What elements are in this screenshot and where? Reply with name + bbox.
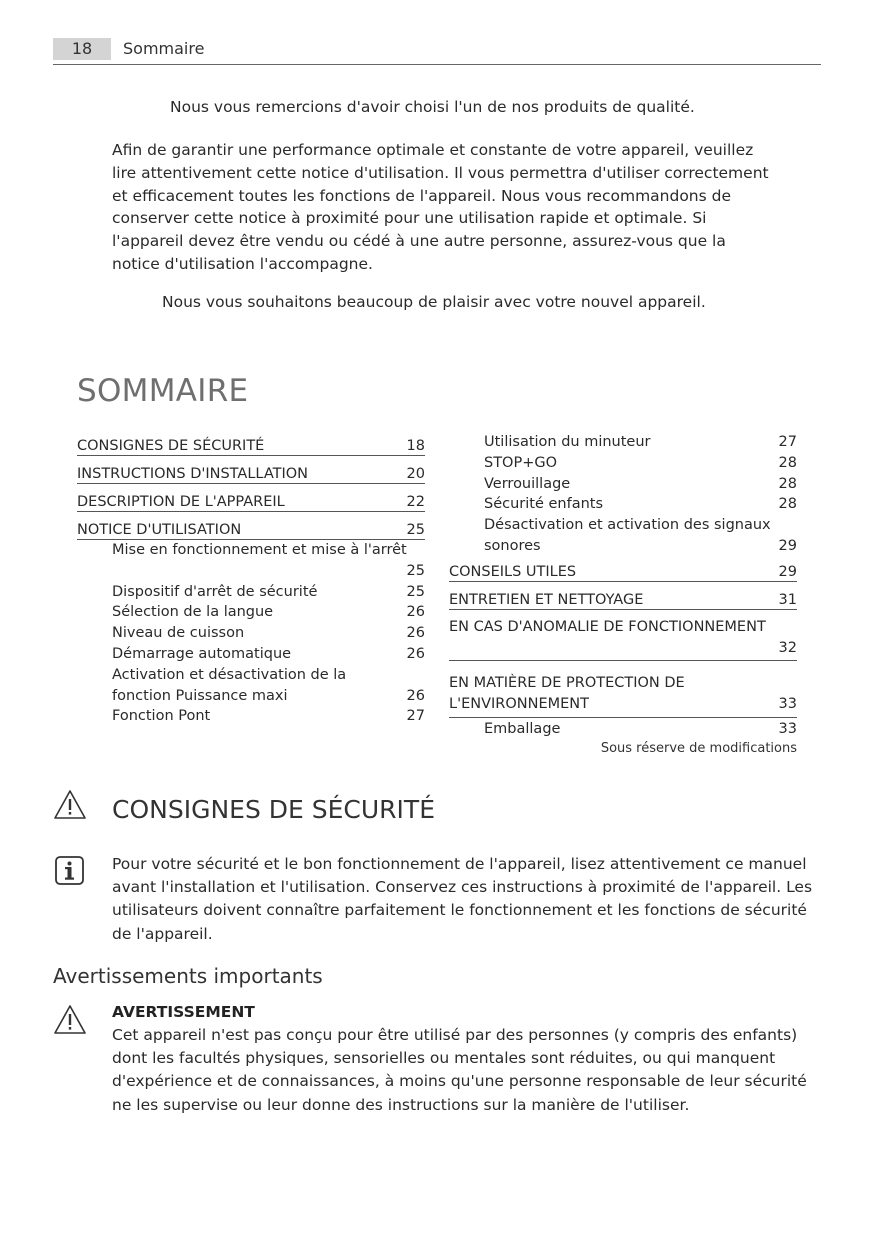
warning-label: AVERTISSEMENT — [112, 1003, 255, 1021]
toc-label: Dispositif d'arrêt de sécurité — [112, 583, 318, 600]
toc-entry[interactable] — [449, 557, 797, 582]
toc-page: 25 — [406, 583, 425, 600]
toc-subentry[interactable] — [484, 719, 797, 740]
toc-page: 28 — [778, 454, 797, 471]
toc-page: 28 — [778, 475, 797, 492]
toc-label: CONSIGNES DE SÉCURITÉ — [77, 438, 265, 454]
toc-title: SOMMAIRE — [77, 373, 249, 409]
toc-label: Niveau de cuisson — [112, 625, 245, 642]
toc-sublist — [77, 540, 425, 727]
reserve-note: Sous réserve de modifications — [600, 741, 797, 756]
toc-label: Fonction Pont — [112, 708, 211, 725]
toc-label: EN CAS D'ANOMALIE DE FONCTIONNEMENT — [449, 618, 766, 635]
toc-entry[interactable] — [77, 432, 425, 456]
toc-page: 33 — [778, 720, 797, 737]
toc-label: Verrouillage — [484, 475, 571, 492]
toc-label: ENTRETIEN ET NETTOYAGE — [449, 591, 644, 608]
toc-entry[interactable] — [77, 512, 425, 540]
warning-text: Cet appareil n'est pas conçu pour être utilisé par des personnes (y compris des enfants) dont les facultés physiques, sensorielles ou mentales sont réduites, ou qui manquent d'expérience et de connaissances, à moins qu'une personne responsable de leur sécurité ne les supervise ou leur donne des instructions sur la manière de l'utiliser. — [112, 1026, 807, 1114]
toc-entry[interactable] — [449, 610, 797, 662]
toc-label: INSTRUCTIONS D'INSTALLATION — [77, 466, 309, 482]
header-rule — [53, 64, 821, 65]
warning-triangle-icon — [53, 1004, 87, 1036]
toc-subentry[interactable] — [112, 706, 425, 727]
toc-sublist — [449, 718, 797, 740]
toc-column-1 — [77, 432, 425, 727]
warning-triangle-icon — [53, 789, 87, 821]
toc-page: 20 — [406, 466, 425, 482]
toc-label: Utilisation du minuteur — [484, 434, 651, 450]
toc-page: 29 — [778, 537, 797, 554]
info-icon — [55, 856, 84, 885]
toc-entry[interactable] — [77, 456, 425, 484]
toc-subentry[interactable] — [112, 540, 425, 582]
toc-page: 31 — [778, 591, 797, 608]
toc-subentry[interactable] — [484, 432, 797, 453]
toc-entry[interactable] — [449, 661, 797, 718]
intro-thanks: Nous vous remercions d'avoir choisi l'un de nos produits de qualité. — [170, 98, 695, 116]
toc-label: Démarrage automatique — [112, 645, 292, 662]
intro-body: Afin de garantir une performance optimale et constante de votre appareil, veuillez lire attentivement cette notice d'utilisation. Il vous permettra d'utiliser correctement et efficacement toutes les fonctions de l'appareil. Nous vous recommandons de conserver cette notice à proximité pour une utilisation rapide et optimale. Si l'appareil devez être vendu ou cédé à une autre personne, assurez-vous que la notice d'utilisation l'accompagne. — [112, 141, 769, 273]
toc-page: 32 — [778, 639, 797, 656]
intro-wish: Nous vous souhaitons beaucoup de plaisir avec votre nouvel appareil. — [162, 293, 706, 311]
toc-page: 26 — [406, 645, 425, 662]
toc-label: Mise en fonctionnement et mise à l'arrêt — [112, 542, 407, 558]
toc-label: DESCRIPTION DE L'APPAREIL — [77, 494, 285, 510]
toc-page: 25 — [406, 522, 425, 538]
warnings-heading: Avertissements importants — [53, 964, 323, 988]
page-number: 18 — [53, 38, 111, 60]
toc-subentry[interactable] — [484, 494, 797, 515]
toc-subentry[interactable] — [112, 644, 425, 665]
toc-page: 28 — [778, 496, 797, 513]
safety-info-text: Pour votre sécurité et le bon fonctionnement de l'appareil, lisez attentivement ce manuel avant l'installation et l'utilisation. Conservez ces instructions à proximité de l'appareil. Les utilisateurs doivent connaître parfaitement le fonctionnement et les fonctions de sécurité de l'appareil. — [112, 855, 813, 943]
safety-title: CONSIGNES DE SÉCURITÉ — [112, 795, 435, 824]
toc-label: Activation et désactivation de la fonction Puissance maxi — [112, 666, 347, 704]
toc-subentry[interactable] — [484, 515, 797, 557]
toc-subentry[interactable] — [484, 474, 797, 495]
running-header: Sommaire — [123, 39, 205, 58]
toc-subentry[interactable] — [484, 453, 797, 474]
toc-label: Sécurité enfants — [484, 496, 604, 513]
toc-column-2 — [449, 432, 797, 740]
toc-page: 33 — [778, 696, 797, 713]
toc-page: 27 — [406, 708, 425, 725]
toc-subentry[interactable] — [112, 665, 425, 707]
toc-page: 22 — [406, 494, 425, 510]
toc-page: 29 — [778, 563, 797, 580]
toc-label: Désactivation et activation des signaux sonores — [484, 517, 771, 554]
toc-page: 25 — [406, 562, 425, 579]
toc-subentry[interactable] — [112, 602, 425, 623]
toc-entry[interactable] — [449, 582, 797, 610]
toc-page: 18 — [406, 438, 425, 454]
toc-subentry[interactable] — [112, 623, 425, 644]
toc-label: EN MATIÈRE DE PROTECTION DE L'ENVIRONNEMENT — [449, 675, 685, 713]
toc-entry[interactable] — [77, 484, 425, 512]
toc-page: 26 — [406, 604, 425, 621]
toc-label: CONSEILS UTILES — [449, 563, 577, 580]
toc-label: STOP+GO — [484, 454, 558, 471]
toc-label: Emballage — [484, 720, 561, 737]
toc-subentry[interactable] — [112, 582, 425, 603]
toc-page: 26 — [406, 625, 425, 642]
toc-page: 26 — [406, 687, 425, 704]
toc-sublist — [449, 432, 797, 557]
toc-page: 27 — [778, 434, 797, 450]
toc-label: NOTICE D'UTILISATION — [77, 522, 242, 538]
toc-label: Sélection de la langue — [112, 604, 274, 621]
